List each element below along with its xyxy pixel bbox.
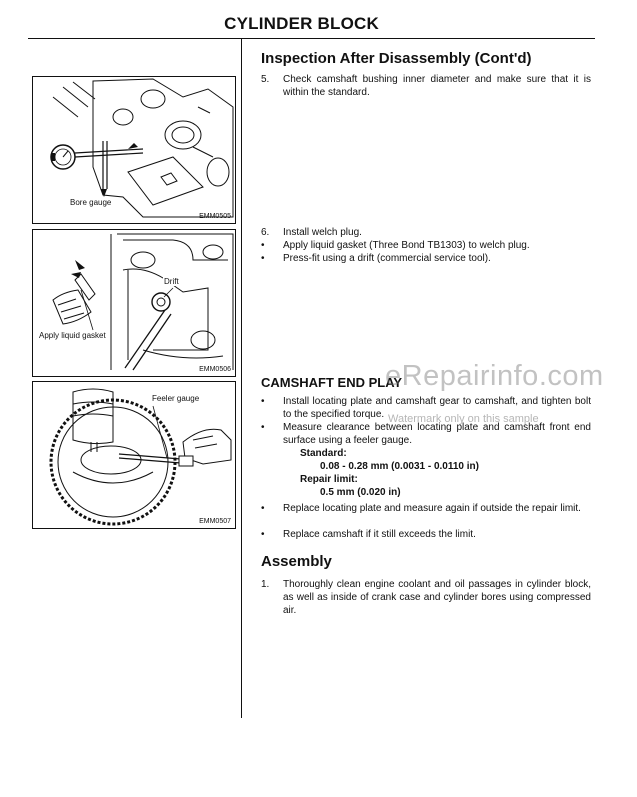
figure-feeler-gauge bbox=[32, 381, 236, 529]
step-text: Check camshaft bushing inner diameter and make sure that it is within the standard. bbox=[283, 74, 591, 98]
watermark: eRepairinfo.com bbox=[385, 360, 604, 392]
standard-value: 0.08 - 0.28 mm (0.0031 - 0.0110 in) bbox=[320, 461, 479, 472]
repair-limit-value: 0.5 mm (0.020 in) bbox=[320, 487, 401, 498]
bullet-icon: • bbox=[261, 529, 265, 540]
step-text: Thoroughly clean engine coolant and oil passages in cylinder block, as well as inside of crank case and cylinder bores using compressed air. bbox=[283, 579, 591, 616]
list-item-text: Apply liquid gasket (Three Bond TB1303) to welch plug. bbox=[283, 240, 530, 251]
step-5 bbox=[261, 73, 591, 99]
list-item bbox=[261, 502, 591, 515]
list-item bbox=[261, 528, 591, 541]
list-item-text: Replace locating plate and measure again if outside the repair limit. bbox=[283, 503, 581, 514]
bullet-icon: • bbox=[261, 240, 265, 251]
step-number: 1. bbox=[261, 579, 270, 590]
figure-code: EMM0506 bbox=[199, 366, 231, 373]
apply-liquid-gasket-label: Apply liquid gasket bbox=[39, 331, 106, 340]
figure-bore-gauge bbox=[32, 76, 236, 224]
repair-limit-label: Repair limit: bbox=[300, 474, 358, 485]
step-number: 5. bbox=[261, 74, 270, 85]
figure-welch-plug bbox=[32, 229, 236, 377]
figure-code: EMM0505 bbox=[199, 213, 231, 220]
list-item-text: Measure clearance between locating plate and camshaft front end surface using a feeler gauge. bbox=[283, 422, 591, 446]
list-item-text: Replace camshaft if it still exceeds the limit. bbox=[283, 529, 476, 540]
step-6 bbox=[261, 226, 591, 239]
bore-gauge-illustration bbox=[33, 77, 235, 223]
bore-gauge-label: Bore gauge bbox=[70, 198, 112, 207]
bullet-icon: • bbox=[261, 422, 265, 433]
bullet-icon: • bbox=[261, 253, 265, 264]
watermark-subtext: Watermark only on this sample bbox=[388, 413, 539, 425]
standard-label: Standard: bbox=[300, 448, 347, 459]
step-text: Install welch plug. bbox=[283, 227, 362, 238]
assembly-step-1 bbox=[261, 578, 591, 617]
feeler-gauge-illustration bbox=[33, 382, 235, 528]
inspection-title: Inspection After Disassembly (Cont'd) bbox=[261, 50, 532, 67]
assembly-title: Assembly bbox=[261, 553, 332, 570]
list-item bbox=[261, 239, 591, 252]
column-divider bbox=[241, 38, 242, 718]
drift-label: Drift bbox=[164, 277, 179, 286]
feeler-gauge-label: Feeler gauge bbox=[152, 394, 200, 403]
list-item-text: Press-fit using a drift (commercial service tool). bbox=[283, 253, 491, 264]
step-number: 6. bbox=[261, 227, 270, 238]
list-item bbox=[261, 252, 591, 265]
camshaft-end-play-title: CAMSHAFT END PLAY bbox=[261, 375, 403, 390]
bullet-icon: • bbox=[261, 396, 265, 407]
list-item-text: Install locating plate and camshaft gear to camshaft, and tighten bolt to the specified torque. bbox=[283, 396, 591, 420]
welch-plug-illustration bbox=[33, 230, 235, 376]
figure-code: EMM0507 bbox=[199, 518, 231, 525]
header-rule bbox=[28, 38, 595, 39]
bullet-icon: • bbox=[261, 503, 265, 514]
page-header-title: CYLINDER BLOCK bbox=[224, 14, 379, 33]
